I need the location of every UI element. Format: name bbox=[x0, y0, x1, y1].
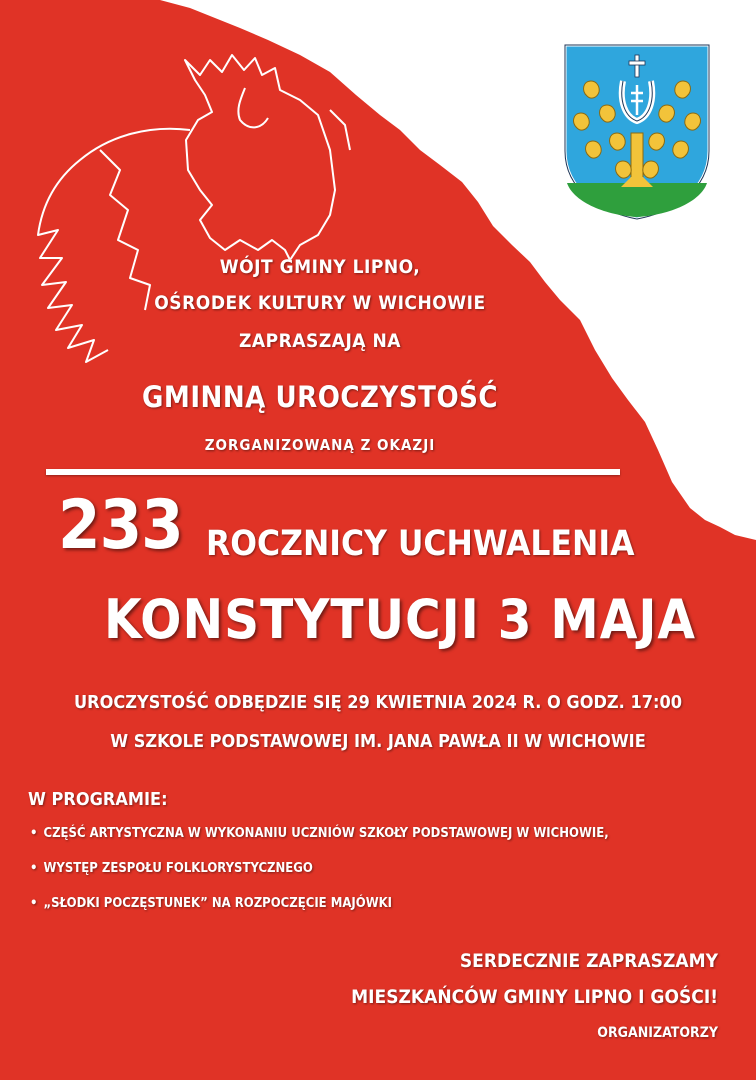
program-item bbox=[30, 894, 609, 929]
bullet-icon: • bbox=[30, 826, 38, 841]
program-heading: W PROGRAMIE: bbox=[28, 789, 168, 810]
coat-of-arms-icon bbox=[561, 41, 713, 221]
program-item-text: CZĘŚĆ ARTYSTYCZNA W WYKONANIU UCZNIÓW SZKOŁY PODSTAWOWEJ W WICHOWIE, bbox=[43, 826, 609, 841]
program-item bbox=[30, 824, 609, 859]
divider-line bbox=[46, 469, 620, 475]
program-list bbox=[30, 824, 609, 929]
invite-line-1: SERDECZNIE ZAPRASZAMY bbox=[459, 950, 718, 972]
event-location: W SZKOLE PODSTAWOWEJ IM. JANA PAWŁA II W WICHOWIE bbox=[110, 731, 646, 752]
event-headline: GMINNĄ UROCZYSTOŚĆ bbox=[141, 380, 499, 414]
signature: ORGANIZATORZY bbox=[597, 1025, 718, 1041]
program-item-text: „SŁODKI POCZĘSTUNEK” NA ROZPOCZĘCIE MAJÓWKI bbox=[43, 896, 393, 911]
anniversary-title-line-1: ROCZNICY UCHWALENIA bbox=[206, 524, 635, 564]
bullet-icon: • bbox=[30, 861, 38, 876]
occasion-line: ZORGANIZOWANĄ Z OKAZJI bbox=[204, 436, 436, 454]
program-item bbox=[30, 859, 609, 894]
event-date-time: UROCZYSTOŚĆ ODBĘDZIE SIĘ 29 KWIETNIA 2024 R. O GODZ. 17:00 bbox=[73, 692, 683, 713]
anniversary-title-line-2: KONSTYTUCJI 3 MAJA bbox=[103, 588, 697, 651]
bullet-icon: • bbox=[30, 896, 38, 911]
organizer-line-2: OŚRODEK KULTURY W WICHOWIE bbox=[154, 292, 486, 314]
anniversary-number: 233 bbox=[58, 486, 183, 565]
organizer-line-1: WÓJT GMINY LIPNO, bbox=[219, 256, 421, 278]
organizer-line-3: ZAPRASZAJĄ NA bbox=[238, 330, 402, 352]
program-item-text: WYSTĘP ZESPOŁU FOLKLORYSTYCZNEGO bbox=[43, 861, 313, 876]
invite-line-2: MIESZKAŃCÓW GMINY LIPNO I GOŚCI! bbox=[351, 986, 718, 1008]
